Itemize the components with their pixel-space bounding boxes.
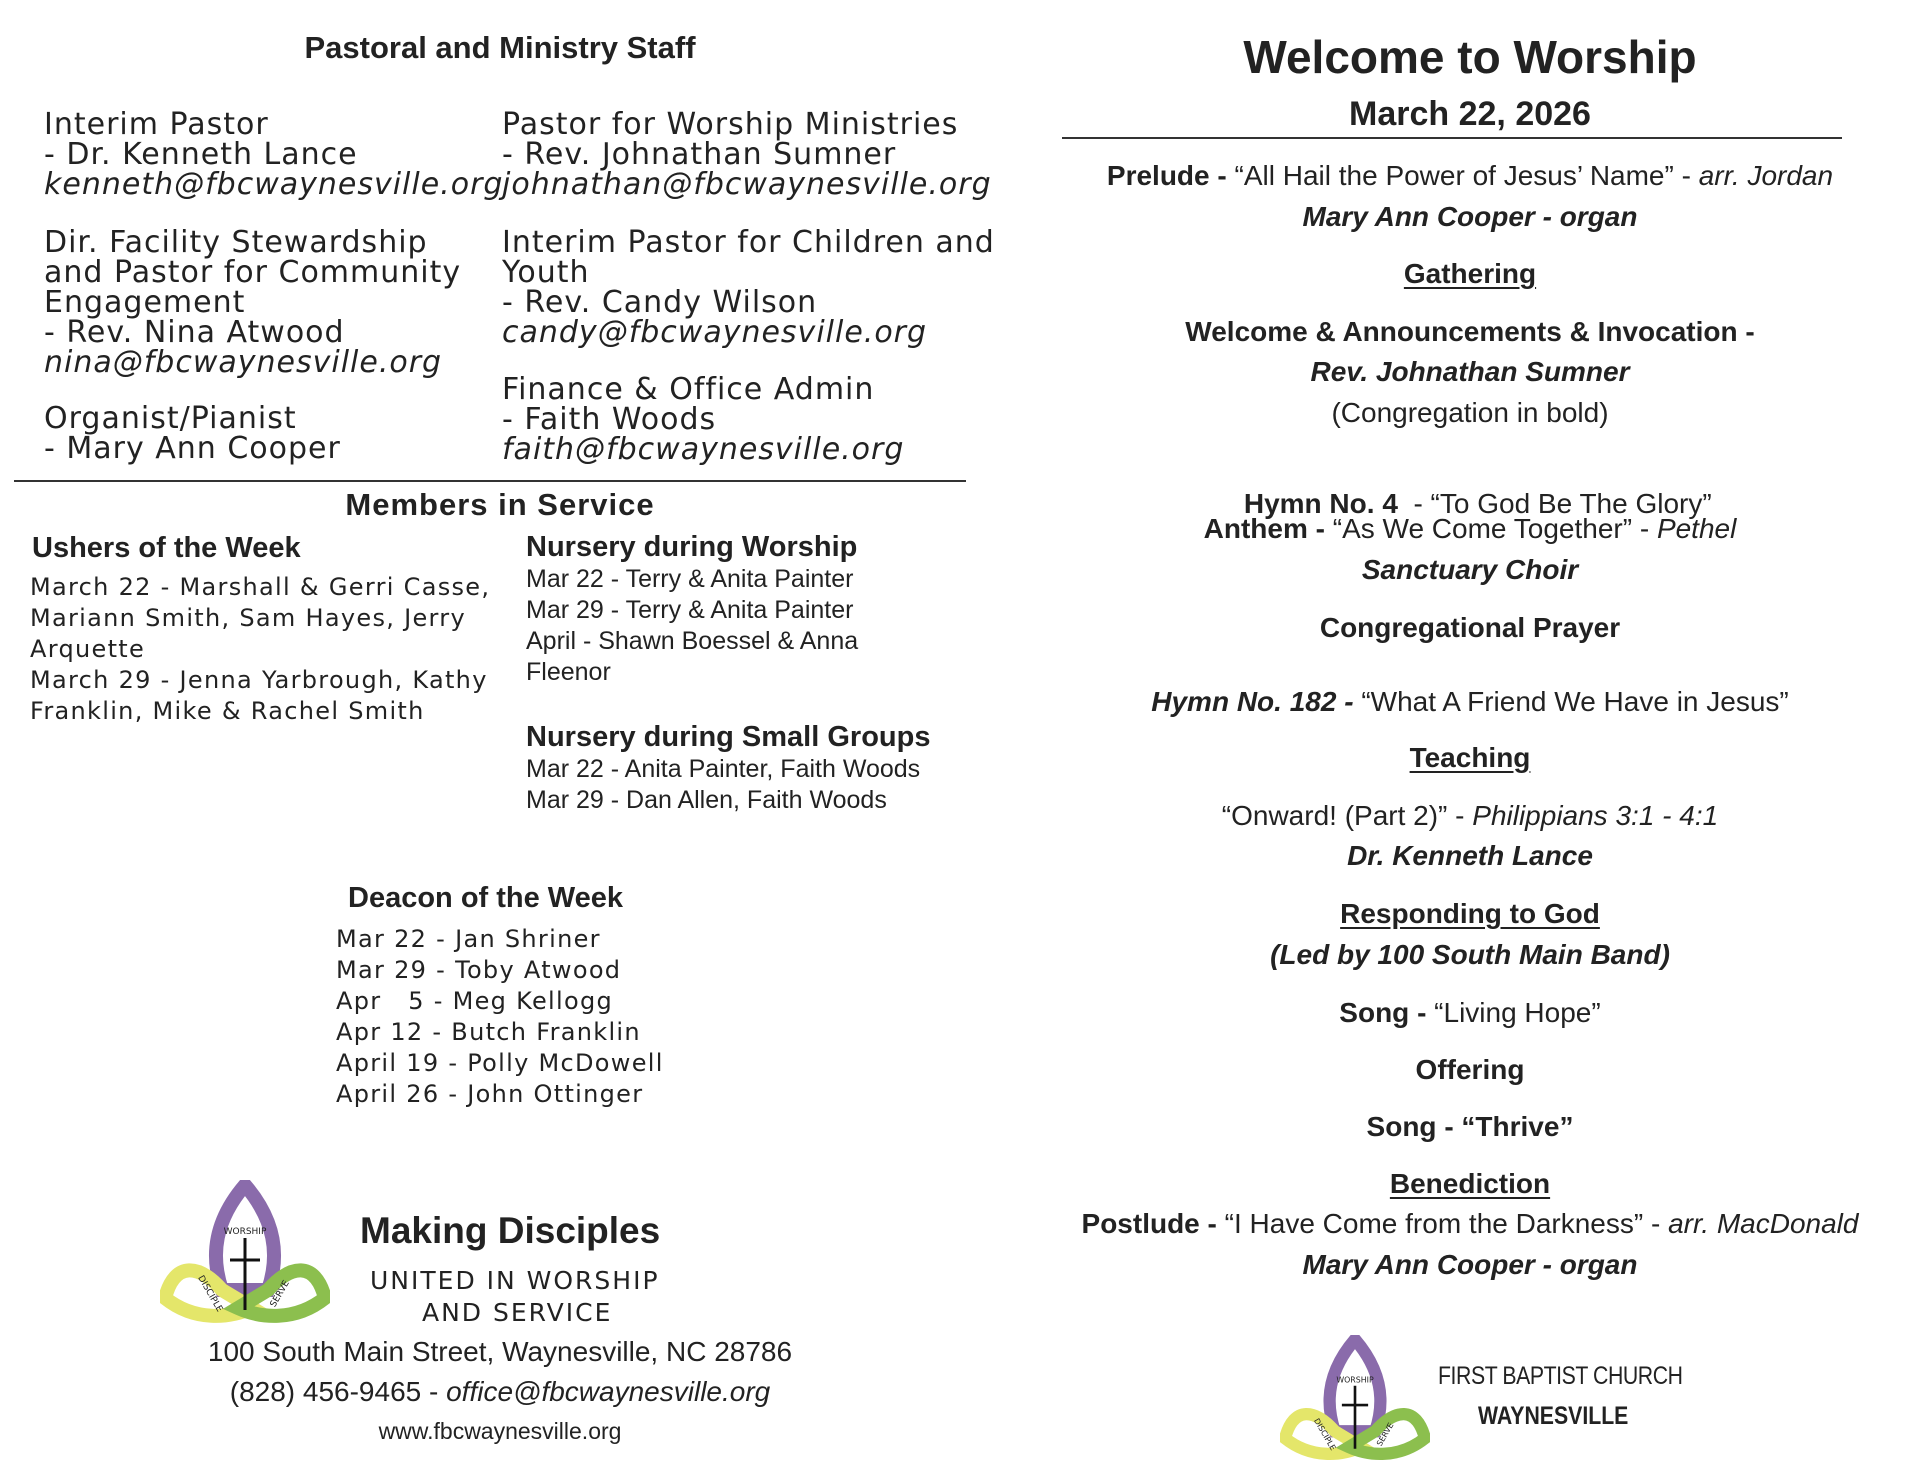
staff-role: Engagement	[44, 285, 246, 320]
logo-word-worship: WORSHIP	[1336, 1375, 1374, 1385]
nursery-worship-heading: Nursery during Worship	[526, 531, 858, 563]
prelude-performer: Mary Ann Cooper - organ	[1302, 201, 1638, 232]
page-title: Welcome to Worship	[1243, 31, 1697, 83]
ushers-heading: Ushers of the Week	[32, 532, 301, 564]
item-composer: Pethel	[1656, 513, 1737, 544]
responding-note: (Led by 100 South Main Band)	[1270, 939, 1670, 970]
item-title: “What A Friend We Have in Jesus”	[1361, 686, 1789, 717]
list-item: Mar 22 - Jan Shriner	[336, 925, 601, 953]
title-divider	[1062, 137, 1842, 139]
welcome-leader: Rev. Johnathan Sumner	[1310, 356, 1630, 387]
section-divider	[14, 480, 966, 482]
nursery-groups-list	[526, 754, 920, 816]
item-label: Hymn No. 4	[1243, 488, 1398, 519]
nursery-groups-heading: Nursery during Small Groups	[526, 721, 931, 753]
staff-role: and Pastor for Community	[44, 255, 462, 290]
item-title: “As We Come Together” -	[1332, 513, 1657, 544]
hymn-line	[1060, 686, 1880, 718]
item-label: Song -	[1366, 1111, 1462, 1142]
logo-word-disciple: DISCIPLE	[195, 1274, 225, 1314]
hymn-line	[1060, 456, 1880, 520]
item-label: Prelude -	[1106, 160, 1235, 191]
church-email[interactable]: office@fbcwaynesville.org	[446, 1376, 771, 1407]
sermon-line	[1060, 800, 1880, 832]
item-title: “Thrive”	[1461, 1111, 1574, 1142]
tagline-line: AND SERVICE	[422, 1298, 613, 1327]
tagline-line: UNITED IN WORSHIP	[370, 1266, 660, 1295]
list-item: April - Shawn Boessel & Anna	[526, 627, 859, 655]
item-title: “All Hail the Power of Jesus’ Name” -	[1234, 160, 1699, 191]
staff-name: - Mary Ann Cooper	[44, 431, 341, 466]
sermon-title: “Onward! (Part 2)” -	[1221, 800, 1473, 831]
logo-word-serve: SERVE	[1374, 1421, 1396, 1448]
deacon-list	[336, 924, 664, 1110]
anthem-performer: Sanctuary Choir	[1361, 554, 1579, 585]
list-item: Apr 5 - Meg Kellogg	[336, 987, 614, 1015]
staff-role: Youth	[502, 255, 590, 290]
list-item: March 29 - Jenna Yarbrough, Kathy	[30, 666, 488, 694]
list-item: Apr 12 - Butch Franklin	[336, 1018, 641, 1046]
welcome-line: Welcome & Announcements & Invocation -	[1185, 316, 1755, 347]
item-label: Hymn No. 182 -	[1151, 686, 1362, 717]
item-title: “I Have Come from the Darkness” -	[1224, 1208, 1669, 1239]
list-item: Mar 22 - Anita Painter, Faith Woods	[526, 755, 921, 783]
staff-email[interactable]: faith@fbcwaynesville.org	[502, 432, 905, 467]
list-item: Mar 22 - Terry & Anita Painter	[526, 565, 854, 593]
staff-section-title: Pastoral and Ministry Staff	[304, 30, 696, 65]
logo-word-disciple: DISCIPLE	[1312, 1416, 1338, 1452]
staff-organist	[44, 401, 341, 466]
section-offering: Offering	[1415, 1054, 1525, 1085]
section-teaching: Teaching	[1409, 742, 1531, 773]
staff-children-youth	[502, 225, 995, 350]
staff-role: Organist/Pianist	[44, 401, 297, 436]
staff-name: - Rev. Nina Atwood	[44, 315, 345, 350]
prelude-line	[1060, 160, 1880, 192]
members-section-title: Members in Service	[345, 487, 655, 522]
congregational-prayer: Congregational Prayer	[1319, 612, 1621, 643]
staff-email[interactable]: nina@fbcwaynesville.org	[44, 345, 443, 380]
postlude-line	[1060, 1208, 1880, 1240]
church-logo-icon	[160, 1180, 330, 1340]
church-name: FIRST BAPTIST CHURCH	[1438, 1362, 1683, 1390]
logo-word-worship: WORSHIP	[223, 1227, 267, 1237]
item-title: “Living Hope”	[1434, 997, 1601, 1028]
welcome-note: (Congregation in bold)	[1331, 397, 1609, 428]
list-item: Arquette	[30, 635, 146, 663]
list-item: Mariann Smith, Sam Hayes, Jerry	[30, 604, 466, 632]
staff-role: Interim Pastor	[44, 107, 269, 142]
section-benediction: Benediction	[1389, 1168, 1551, 1199]
church-phone[interactable]: (828) 456-9465 -	[229, 1376, 447, 1407]
list-item: Franklin, Mike & Rachel Smith	[30, 697, 425, 725]
item-arranger: arr. MacDonald	[1668, 1208, 1859, 1239]
list-item: Fleenor	[526, 658, 611, 686]
list-item: Mar 29 - Dan Allen, Faith Woods	[526, 786, 887, 814]
staff-name: - Rev. Johnathan Sumner	[502, 137, 897, 172]
logo-word-serve: SERVE	[268, 1278, 292, 1310]
staff-name: - Faith Woods	[502, 402, 717, 437]
item-label: Anthem -	[1203, 513, 1333, 544]
sermon-scripture: Philippians 3:1 - 4:1	[1472, 800, 1719, 831]
staff-role: Interim Pastor for Children and	[502, 225, 995, 260]
deacon-heading: Deacon of the Week	[348, 882, 624, 914]
staff-role: Finance & Office Admin	[502, 372, 875, 407]
church-website[interactable]: www.fbcwaynesville.org	[378, 1418, 622, 1444]
song-line	[1060, 1111, 1880, 1143]
sermon-preacher: Dr. Kenneth Lance	[1347, 840, 1593, 871]
tagline-title: Making Disciples	[360, 1210, 661, 1251]
list-item: March 22 - Marshall & Gerri Casse,	[30, 573, 491, 601]
song-line	[1060, 997, 1880, 1029]
staff-email[interactable]: johnathan@fbcwaynesville.org	[502, 167, 992, 202]
service-date: March 22, 2026	[1349, 95, 1591, 133]
section-gathering: Gathering	[1403, 258, 1537, 289]
staff-name: - Rev. Candy Wilson	[502, 285, 818, 320]
church-logo-icon	[1280, 1335, 1430, 1475]
postlude-performer: Mary Ann Cooper - organ	[1302, 1249, 1638, 1280]
section-responding: Responding to God	[1340, 898, 1600, 929]
staff-name: - Dr. Kenneth Lance	[44, 137, 358, 172]
staff-role: Dir. Facility Stewardship	[44, 225, 428, 260]
item-label: Song -	[1339, 997, 1435, 1028]
staff-worship-pastor	[502, 107, 992, 202]
staff-facility	[44, 225, 462, 380]
item-arranger: arr. Jordan	[1698, 160, 1834, 191]
church-city: WAYNESVILLE	[1478, 1402, 1629, 1430]
staff-email[interactable]: kenneth@fbcwaynesville.org	[44, 167, 504, 202]
ushers-list	[30, 572, 490, 727]
list-item: Mar 29 - Terry & Anita Painter	[526, 596, 854, 624]
staff-interim-pastor	[44, 107, 504, 202]
staff-finance	[502, 372, 905, 467]
list-item: April 19 - Polly McDowell	[336, 1049, 664, 1077]
nursery-worship-list	[526, 564, 858, 688]
item-label: Postlude -	[1081, 1208, 1225, 1239]
list-item: April 26 - John Ottinger	[336, 1080, 644, 1108]
staff-role: Pastor for Worship Ministries	[502, 107, 959, 142]
church-address: 100 South Main Street, Waynesville, NC 28786	[207, 1336, 793, 1367]
contact-line	[150, 1376, 850, 1408]
list-item: Mar 29 - Toby Atwood	[336, 956, 622, 984]
item-title: - “To God Be The Glory”	[1397, 488, 1712, 519]
staff-email[interactable]: candy@fbcwaynesville.org	[502, 315, 928, 350]
anthem-line	[1060, 513, 1880, 545]
